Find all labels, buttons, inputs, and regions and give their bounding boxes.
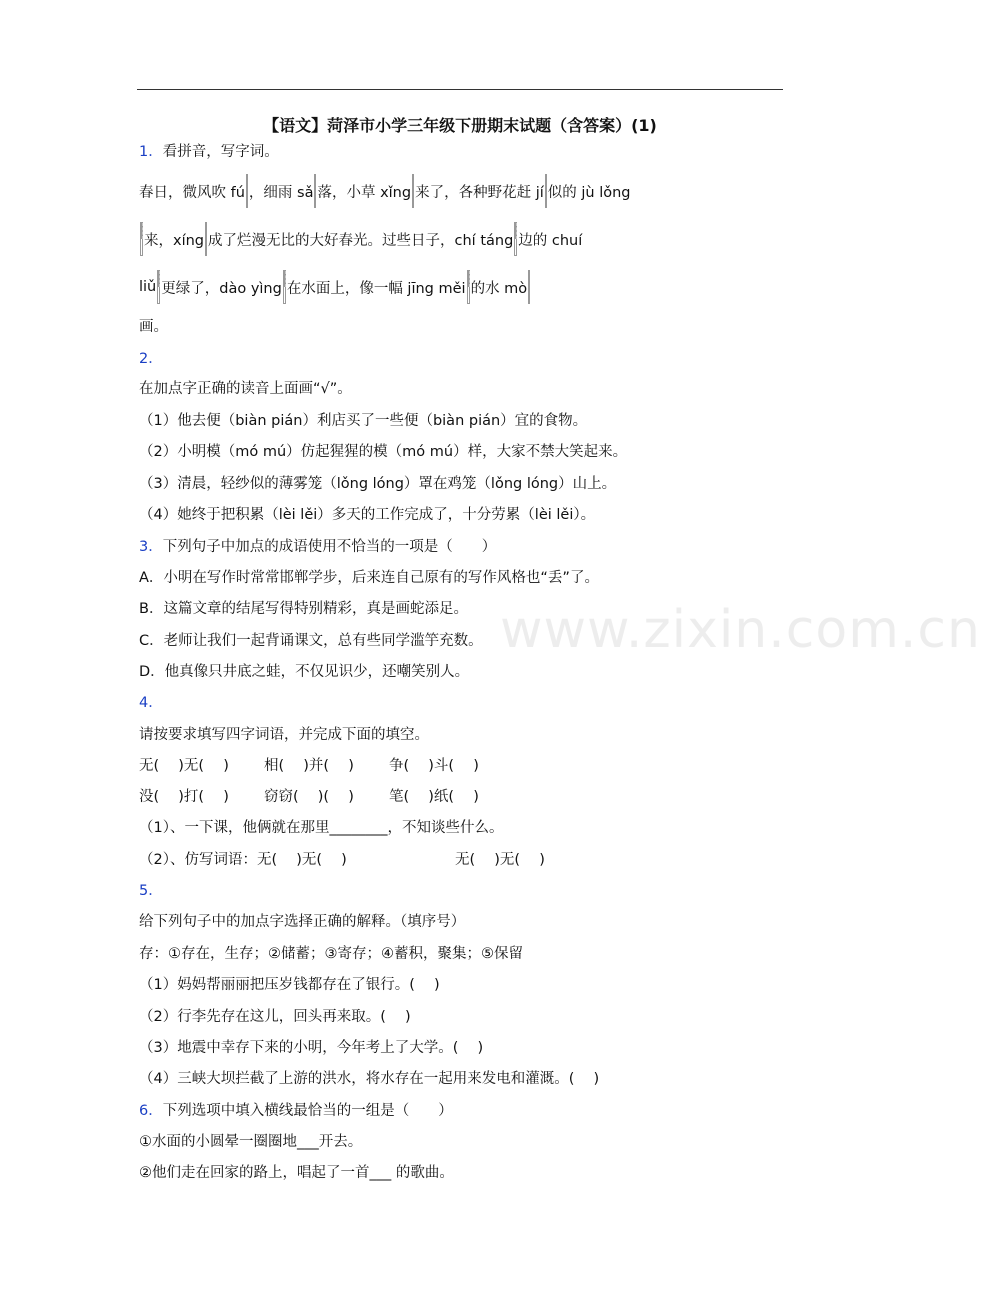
tianzige-box[interactable] (205, 222, 207, 256)
q4-sub-2b: 无( )无( ) (455, 852, 545, 868)
q3-option-d: D．他真像只井底之蛙，不仅见识少，还嘲笑别人。 (139, 664, 470, 680)
q1-text: ，细雨 sǎ (248, 184, 314, 201)
q5-stem: 给下列句子中的加点字选择正确的解释。（填序号） (139, 914, 466, 930)
q3-option-a: A．小明在写作时常常邯郸学步，后来连自己原有的写作风格也“丢”了。 (139, 570, 599, 586)
tianzige-box[interactable] (412, 174, 414, 208)
q6-stem: 下列选项中填入横线最恰当的一组是（ ） (162, 1103, 453, 1119)
q5-item: （2）行李先存在这儿，回头再来取。( ) (139, 1009, 411, 1025)
tianzige-box[interactable] (528, 270, 530, 304)
q1-text: 落，小草 xǐng (317, 184, 412, 201)
q2-item: （1）他去便（biàn pián）利店买了一些便（biàn pián）宜的食物。 (139, 413, 588, 429)
q4-num: 4． (139, 695, 163, 711)
q6-item: ①水面的小圆晕一圈圈地___开去。 (139, 1134, 363, 1150)
q3-number: 3． (139, 539, 163, 555)
q1-heading (139, 141, 279, 163)
q1-stem: 看拼音，写字词。 (162, 144, 279, 160)
q1-text: liǔ (139, 279, 157, 295)
q1-text: 边的 chuí (518, 232, 583, 249)
q4-stem: 请按要求填写四字词语，并完成下面的填空。 (139, 727, 429, 743)
tianzige-box[interactable] (514, 222, 517, 256)
q4-word: 窃窃( )( ) (264, 789, 354, 805)
q5-item: （1）妈妈帮丽丽把压岁钱都存在了银行。( ) (139, 977, 440, 993)
q1-text: 成了烂漫无比的大好春光。过些日子，chí táng (208, 232, 514, 249)
q4-word: 没( )打( ) (139, 789, 229, 805)
q1-text: 来，xíng (144, 232, 205, 249)
q1-text: 在水面上，像一幅 jīng měi (286, 280, 466, 297)
q1-text: 的水 mò (470, 280, 528, 297)
tianzige-box[interactable] (283, 270, 286, 304)
q2-item: （3）清晨，轻纱似的薄雾笼（lǒng lóng）罩在鸡笼（lǒng lóng）山上。 (139, 476, 617, 492)
q5-item: （3）地震中幸存下来的小明，今年考上了大学。( ) (139, 1040, 484, 1056)
q1-row-2 (139, 222, 582, 256)
q2-num: 2． (139, 351, 163, 367)
q6-number: 6． (139, 1103, 163, 1119)
q3-option-c: C．老师让我们一起背诵课文，总有些同学滥竽充数。 (139, 633, 483, 649)
q1-number: 1． (139, 144, 163, 160)
q6-heading (139, 1100, 453, 1122)
tianzige-box[interactable] (314, 174, 316, 208)
q4-word: 笔( )纸( ) (389, 789, 479, 805)
tianzige-box[interactable] (140, 222, 143, 256)
q4-sub-1: （1）、一下课，他俩就在那里________，不知谈些什么。 (139, 820, 504, 836)
q5-definition: 存：①存在，生存；②储蓄；③寄存；④蓄积，聚集；⑤保留 (139, 946, 523, 962)
q3-heading (139, 536, 496, 558)
q6-item: ②他们走在回家的路上，唱起了一首___ 的歌曲。 (139, 1165, 454, 1181)
q1-text: 来了，各种野花赶 jí (415, 184, 544, 201)
q5-num: 5． (139, 883, 163, 899)
q4-number (139, 692, 163, 714)
q3-stem: 下列句子中加点的成语使用不恰当的一项是（ ） (162, 539, 497, 555)
tianzige-box[interactable] (545, 174, 547, 208)
q1-text: 更绿了，dào yìng (161, 280, 282, 297)
page-title: 【语文】菏泽市小学三年级下册期末试题（含答案）(1) (263, 116, 657, 135)
q1-text: 春日，微风吹 fú (139, 184, 245, 201)
tianzige-box[interactable] (157, 270, 160, 304)
q4-sub-2: （2）、仿写词语：无( )无( ) (139, 852, 347, 868)
q2-stem: 在加点字正确的读音上面画“√”。 (139, 381, 352, 397)
q1-row-3 (139, 270, 531, 304)
q2-item: （2）小明模（mó mú）仿起猩猩的模（mó mú）样，大家不禁大笑起来。 (139, 444, 628, 460)
q4-word: 争( )斗( ) (389, 758, 479, 774)
q2-item: （4）她终于把积累（lèi lěi）多天的工作完成了，十分劳累（lèi lěi）。 (139, 507, 596, 523)
tianzige-box[interactable] (246, 174, 248, 208)
watermark: www.zixin.com.cn (500, 600, 981, 660)
tianzige-box[interactable] (467, 270, 470, 304)
q3-option-b: B．这篇文章的结尾写得特别精彩，真是画蛇添足。 (139, 601, 468, 617)
q1-row-1 (139, 174, 631, 208)
q4-word: 相( )并( ) (264, 758, 354, 774)
q1-text: 似的 jù lǒng (547, 184, 631, 201)
q2-number (139, 348, 163, 370)
top-rule (137, 89, 783, 90)
q5-number (139, 880, 163, 902)
q1-row-4: 画。 (139, 319, 168, 335)
q5-item: （4）三峡大坝拦截了上游的洪水，将水存在一起用来发电和灌溉。( ) (139, 1071, 600, 1087)
q4-word: 无( )无( ) (139, 758, 229, 774)
